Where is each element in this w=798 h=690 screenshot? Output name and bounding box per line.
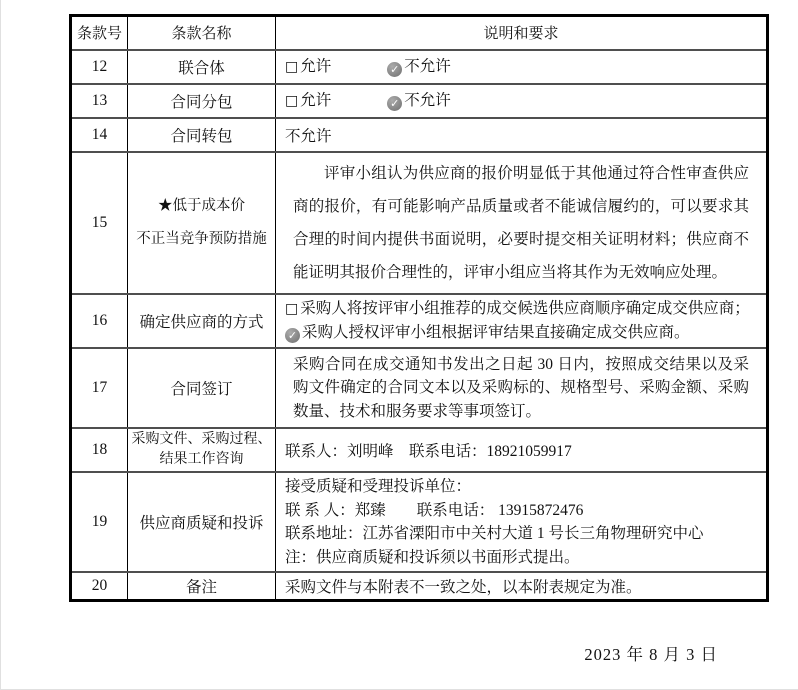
- option-row: [285, 58, 451, 75]
- clause-no-cell: 18: [71, 428, 128, 472]
- clause-paragraph: 评审小组认为供应商的报价明显低于其他通过符合性审查供应商的报价，有可能影响产品质量或者不能诚信履约的，可以要求其合理的时间内提供书面说明，必要时提交相关证明材料；供应商不能证明其报价合理性的，评审小组应当将其作为无效响应处理。: [293, 164, 749, 281]
- option-label: 不允许: [404, 91, 451, 109]
- clause-name-cell: 合同分包: [128, 84, 276, 118]
- option-checked: [387, 58, 451, 75]
- option-label: 采购人授权评审小组根据评审结果直接确定成交供应商。: [302, 323, 690, 341]
- clause-name-line: 结果工作咨询: [159, 452, 244, 467]
- table-row: [71, 572, 768, 601]
- clause-table: [69, 14, 769, 602]
- option-row: [285, 321, 757, 345]
- table-row: [71, 152, 768, 294]
- clause-no-cell: 16: [71, 294, 128, 348]
- clause-name-cell: 备注: [128, 572, 276, 601]
- clause-name-cell: 合同签订: [128, 348, 276, 429]
- contact-line: 接受质疑和受理投诉单位：: [285, 478, 472, 495]
- table-row: [71, 50, 768, 84]
- unchecked-checkbox-icon: □: [285, 92, 299, 109]
- clause-no-cell: 15: [71, 152, 128, 294]
- clause-desc-cell: [276, 84, 768, 118]
- checked-checkbox-icon: ✓: [387, 62, 402, 77]
- clause-desc-cell: [276, 348, 768, 429]
- unchecked-checkbox-icon: □: [285, 300, 299, 317]
- clause-no-cell: 19: [71, 472, 128, 572]
- contact-line: 联系地址：江苏省溧阳市中关村大道 1 号长三角物理研究中心: [285, 525, 704, 542]
- checked-checkbox-icon: ✓: [285, 328, 300, 343]
- option-label: 采购人将按评审小组推荐的成交候选供应商顺序确定成交供应商；: [300, 299, 750, 317]
- clause-name-line: 不正当竞争预防措施: [136, 230, 267, 247]
- contact-line: 注：供应商质疑和投诉须以书面形式提出。: [285, 548, 580, 566]
- clause-desc-cell: 不允许: [276, 118, 768, 152]
- clause-desc-cell: 联系人：刘明峰 联系电话：18921059917: [276, 428, 768, 472]
- option-row: [285, 297, 757, 321]
- clause-desc-cell: [276, 294, 768, 348]
- document-date: 2023 年 8 月 3 日: [584, 645, 718, 664]
- option-checked: [387, 92, 451, 109]
- clause-no-cell: 17: [71, 348, 128, 429]
- checked-checkbox-icon: ✓: [387, 96, 402, 111]
- clause-name-cell: 供应商质疑和投诉: [128, 472, 276, 572]
- table-row: [71, 294, 768, 348]
- table-row: [71, 428, 768, 472]
- option-label: 允许: [300, 57, 332, 75]
- clause-name-cell: 合同转包: [128, 118, 276, 152]
- option-label: 不允许: [404, 57, 451, 75]
- clause-no-cell: 13: [71, 84, 128, 118]
- clause-no-cell: 14: [71, 118, 128, 152]
- clause-desc-cell: [276, 152, 768, 294]
- option-label: 允许: [300, 91, 332, 109]
- clause-name-cell: [128, 152, 276, 294]
- clause-desc-cell: [276, 50, 768, 84]
- clause-desc-cell: [276, 472, 768, 572]
- table-row: [71, 472, 768, 572]
- table-header-row: [71, 16, 768, 50]
- clause-name-line: ★低于成本价: [158, 197, 245, 214]
- clause-desc-cell: 采购文件与本附表不一致之处，以本附表规定为准。: [276, 572, 768, 601]
- clause-paragraph: 采购合同在成交通知书发出之日起 30 日内，按照成交结果以及采购文件确定的合同文本以及采购标的、规格型号、采购金额、采购数量、技术和服务要求等事项签订。: [293, 355, 749, 420]
- header-clause-no: 条款号: [71, 16, 128, 50]
- clause-name-cell: [128, 428, 276, 472]
- clause-name-cell: 联合体: [128, 50, 276, 84]
- table-row: [71, 348, 768, 429]
- table-row: [71, 118, 768, 152]
- table-row: [71, 84, 768, 118]
- header-clause-name: 条款名称: [128, 16, 276, 50]
- clause-no-cell: 12: [71, 50, 128, 84]
- header-description: 说明和要求: [276, 16, 768, 50]
- clause-name-cell: 确定供应商的方式: [128, 294, 276, 348]
- contact-line: 联 系 人：郑臻 联系电话： 13915872476: [285, 501, 584, 519]
- clause-name-line: 采购文件、采购过程、: [131, 432, 272, 447]
- option-row: [285, 92, 451, 109]
- unchecked-checkbox-icon: □: [285, 58, 299, 75]
- clause-no-cell: 20: [71, 572, 128, 601]
